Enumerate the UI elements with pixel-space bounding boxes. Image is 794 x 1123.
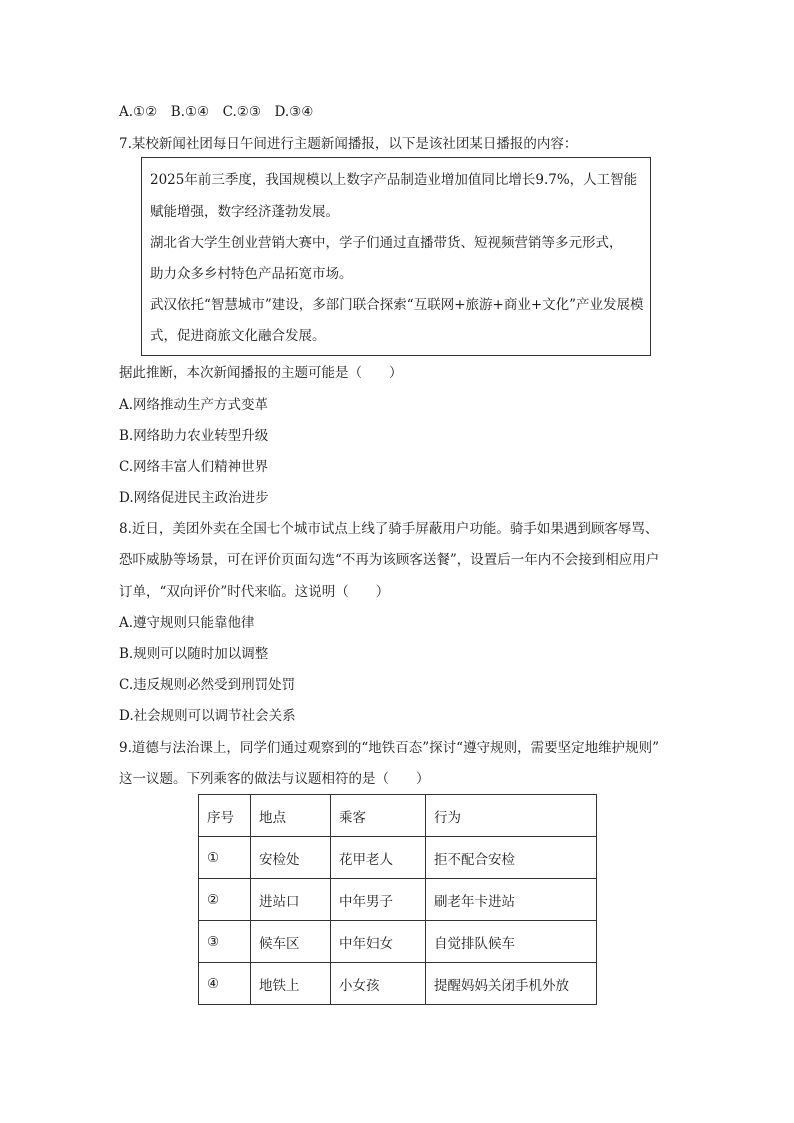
q8-option-a: A.遵守规则只能靠他律 — [119, 615, 255, 631]
q7-option-c: C.网络丰富人们精神世界 — [119, 459, 269, 475]
table-cell: 中年男子 — [331, 879, 426, 921]
table-cell: 自觉排队候车 — [426, 921, 597, 963]
q8-option-c: C.违反规则必然受到刑罚处罚 — [119, 677, 296, 693]
table-header-cell: 乘客 — [331, 795, 426, 837]
table-cell: 候车区 — [251, 921, 331, 963]
q7-question: 据此推断，本次新闻播报的主题可能是（ ） — [119, 365, 403, 381]
table-row — [199, 879, 597, 921]
table-cell: 拒不配合安检 — [426, 837, 597, 879]
q7-option-d: D.网络促进民主政治进步 — [119, 490, 269, 506]
q7-material-line: 式，促进商旅文化融合发展。 — [150, 328, 326, 344]
q7-option-a: A.网络推动生产方式变革 — [119, 397, 269, 413]
table-header-cell: 行为 — [426, 795, 597, 837]
table-header-cell: 地点 — [251, 795, 331, 837]
table-cell: ① — [199, 837, 251, 879]
table-header-row — [199, 795, 597, 837]
q7-material-line: 2025年前三季度，我国规模以上数字产品制造业增加值同比增长9.7%，人工智能 — [150, 172, 638, 188]
q8-stem-line: 恐吓威胁等场景，可在评价页面勾选“不再为该顾客送餐”，设置后一年内不会接到相应用户 — [119, 552, 660, 568]
q9-stem-line: 这一议题。下列乘客的做法与议题相符的是（ ） — [119, 771, 430, 787]
q7-option-b: B.网络助力农业转型升级 — [119, 428, 269, 444]
q7-material-line: 赋能增强，数字经济蓬勃发展。 — [150, 204, 339, 220]
table-cell: ② — [199, 879, 251, 921]
table-row — [199, 837, 597, 879]
table-cell: 中年妇女 — [331, 921, 426, 963]
q8-stem-line: 8.近日，美团外卖在全国七个城市试点上线了骑手屏蔽用户功能。骑手如果遇到顾客辱骂、 — [119, 521, 659, 537]
table-cell: ④ — [199, 963, 251, 1005]
table-cell: 花甲老人 — [331, 837, 426, 879]
table-cell: 地铁上 — [251, 963, 331, 1005]
table-row — [199, 963, 597, 1005]
q7-material-line: 武汉依托“智慧城市”建设，多部门联合探索“互联网+旅游+商业+文化”产业发展模 — [150, 297, 644, 313]
q7-material-box — [141, 157, 651, 356]
q8-option-d: D.社会规则可以调节社会关系 — [119, 708, 296, 724]
q7-stem: 7.某校新闻社团每日午间进行主题新闻播报，以下是该社团某日播报的内容： — [119, 136, 578, 152]
q7-material-line: 助力众多乡村特色产品拓宽市场。 — [150, 266, 353, 282]
table-cell: 小女孩 — [331, 963, 426, 1005]
table-cell: 刷老年卡进站 — [426, 879, 597, 921]
q9-table — [198, 794, 597, 1005]
q8-stem-line: 订单，“双向评价”时代来临。这说明（ ） — [119, 584, 390, 600]
table-cell: 安检处 — [251, 837, 331, 879]
q7-material-line: 湖北省大学生创业营销大赛中，学子们通过直播带货、短视频营销等多元形式， — [150, 235, 623, 251]
table-cell: ③ — [199, 921, 251, 963]
q6-options: A.①② B.①④ C.②③ D.③④ — [119, 104, 314, 120]
table-header-cell: 序号 — [199, 795, 251, 837]
table-cell: 提醒妈妈关闭手机外放 — [426, 963, 597, 1005]
q9-stem-line: 9.道德与法治课上，同学们通过观察到的“地铁百态”探讨“遵守规则，需要坚定地维护规则” — [119, 740, 659, 756]
table-row — [199, 921, 597, 963]
q8-option-b: B.规则可以随时加以调整 — [119, 646, 269, 662]
table-cell: 进站口 — [251, 879, 331, 921]
